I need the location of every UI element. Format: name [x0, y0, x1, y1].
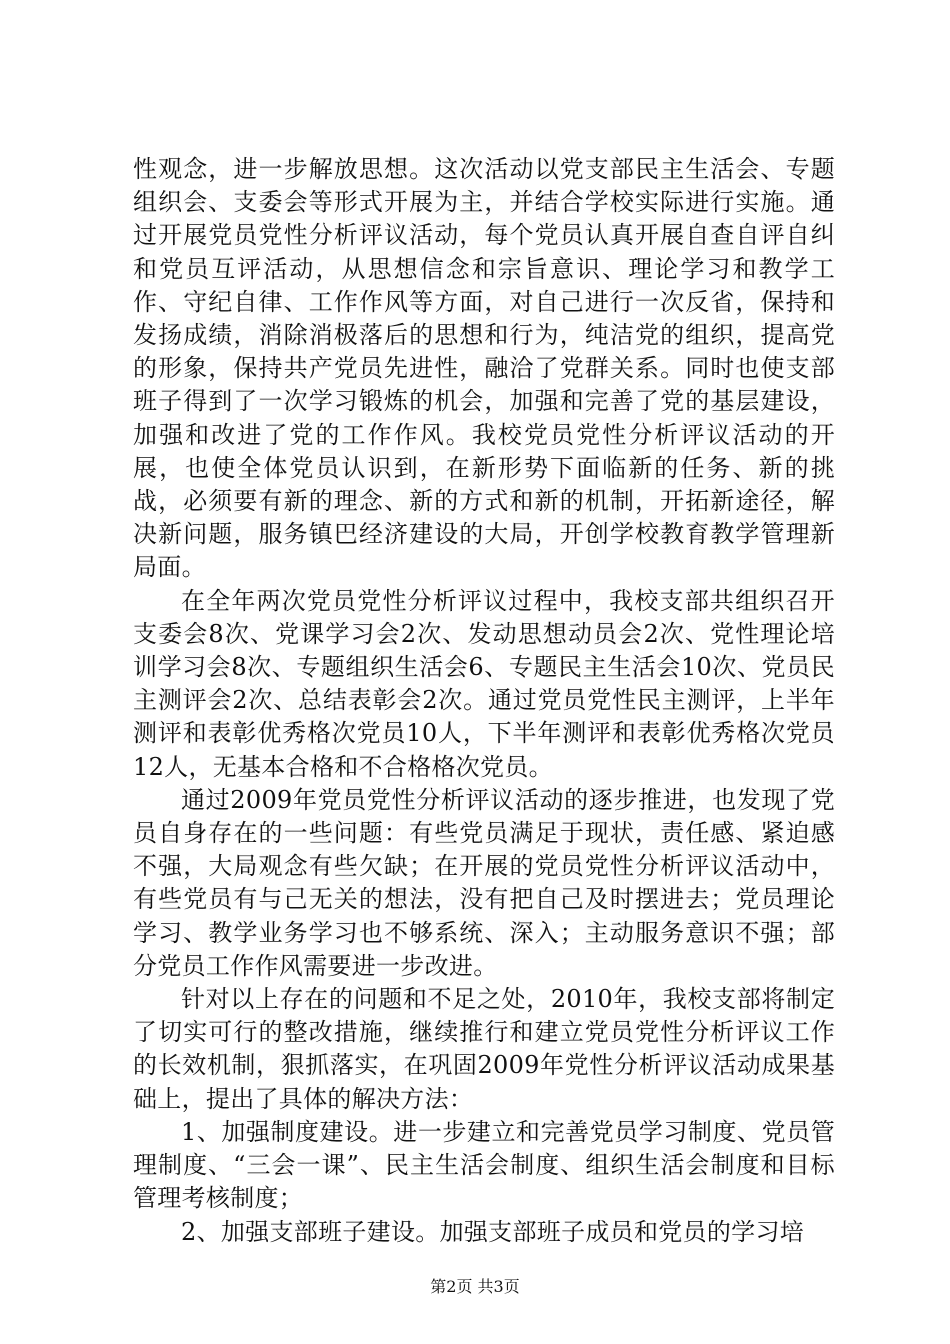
paragraph-meeting-statistics: 在全年两次党员党性分析评议过程中，我校支部共组织召开支委会8次、党课学习会2次、发动思想动员会2次、党性理论培训学习会8次、专题组织生活会6、专题民主生活会10次、党员民主测评会2次、总结表彰会2次。通过党员党性民主测评，上半年测评和表彰优秀格次党员10人，下半年测评和表彰优秀格次党员12人，无基本合格和不合格格次党员。	[133, 586, 835, 781]
paragraph-continuation: 性观念，进一步解放思想。这次活动以党支部民主生活会、专题组织会、支委会等形式开展为主，并结合学校实际进行实施。通过开展党员党性分析评议活动，每个党员认真开展自查自评自纠和党员互评活动，从思想信念和宗旨意识、理论学习和教学工作、守纪自律、工作作风等方面，对自己进行一次反省，保持和发扬成绩，消除消极落后的思想和行为，纯洁党的组织，提高党的形象，保持共产党员先进性，融洽了党群关系。同时也使支部班子得到了一次学习锻炼的机会，加强和完善了党的基层建设，加强和改进了党的工作作风。我校党员党性分析评议活动的开展，也使全体党员认识到，在新形势下面临新的任务、新的挑战，必须要有新的理念、新的方式和新的机制，开拓新途径，解决新问题，服务镇巴经济建设的大局，开创学校教育教学管理新局面。	[133, 155, 835, 582]
document-body	[133, 153, 835, 1249]
page-footer: 第2页 共3页	[430, 1277, 520, 1296]
list-item-system-building: 1、加强制度建设。进一步建立和完善党员学习制度、党员管理制度、“三会一课”、民主生活会制度、组织生活会制度和目标管理考核制度；	[133, 1117, 835, 1213]
list-item-team-building: 2、加强支部班子建设。加强支部班子成员和党员的学习培	[181, 1217, 805, 1246]
paragraph-problems-found: 通过2009年党员党性分析评议活动的逐步推进，也发现了党员自身存在的一些问题：有些党员满足于现状，责任感、紧迫感不强，大局观念有些欠缺；在开展的党员党性分析评议活动中，有些党员有与己无关的想法，没有把自己及时摆进去；党员理论学习、教学业务学习也不够系统、深入；主动服务意识不强；部分党员工作作风需要进一步改进。	[133, 785, 835, 980]
paragraph-rectification-measures: 针对以上存在的问题和不足之处，2010年，我校支部将制定了切实可行的整改措施，继续推行和建立党员党性分析评议工作的长效机制，狠抓落实，在巩固2009年党性分析评议活动成果基础上，提出了具体的解决方法：	[133, 985, 835, 1113]
